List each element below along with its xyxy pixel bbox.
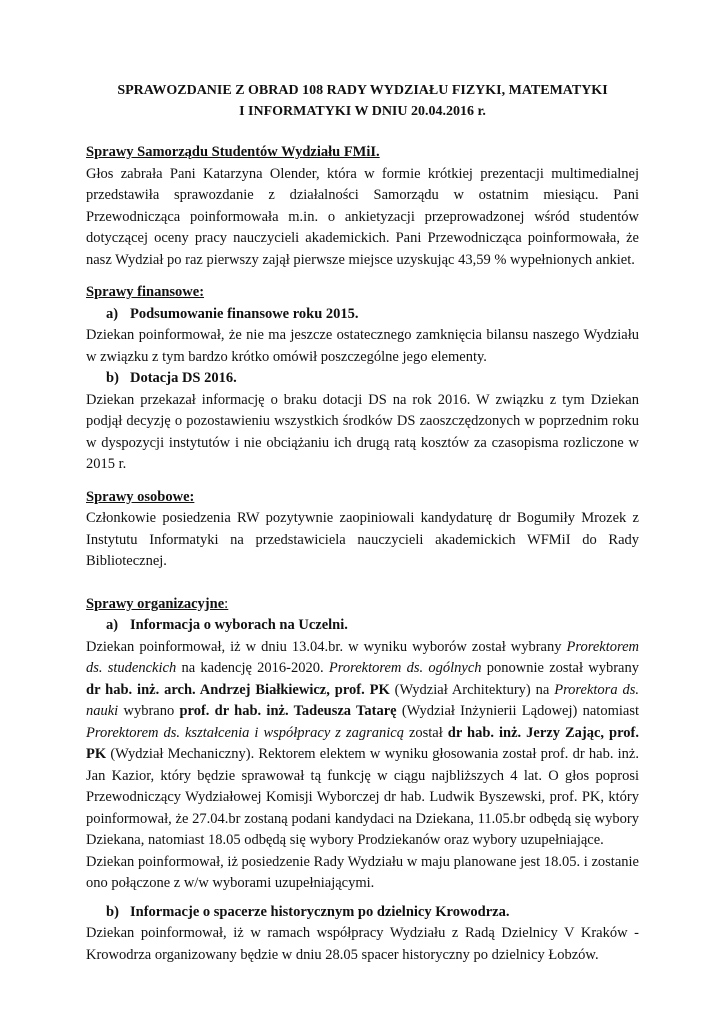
- italic-run: Prorektorem ds. kształcenia i współpracy z zagranicą: [86, 724, 404, 741]
- italic-run: Prorektora ds. nauki: [86, 681, 639, 719]
- text-run: (Wydział Architektury) na: [389, 681, 555, 698]
- subheading-text: Podsumowanie finansowe roku 2015.: [130, 305, 359, 322]
- section-heading-organizational: [86, 594, 639, 616]
- text-run: Dziekan poinformował, iż w dniu 13.04.br. w wyniku wyborów został wybrany: [86, 638, 567, 655]
- section-heading-colon: :: [224, 595, 229, 612]
- paragraph-ds-grant: Dziekan przekazał informację o braku dotacji DS na rok 2016. W związku z tym Dziekan podjął decyzję o pozostawieniu wszystkich środków DS zaoszczędzonych w poprzednim roku w dyspozycji instytutów i nie obciążaniu ich drugą ratą kosztów za czasopisma rozliczone w 2015 r.: [86, 391, 639, 472]
- section-heading-text: Sprawy organizacyjne: [86, 595, 225, 612]
- bold-run: dr hab. inż. arch. Andrzej Białkiewicz, prof. PK: [86, 681, 390, 698]
- text-run: na kadencję 2016-2020.: [176, 660, 329, 676]
- subheading-historical-walk: [86, 902, 639, 924]
- list-marker: a): [106, 617, 119, 633]
- text-run: wybrano: [118, 703, 180, 719]
- italic-run: Prorektorem ds. studenckich: [86, 638, 639, 676]
- section-heading-student-council: Sprawy Samorządu Studentów Wydziału FMiI.: [86, 144, 380, 160]
- text-run: został: [403, 724, 448, 741]
- subheading-finance-summary: [86, 304, 639, 326]
- subheading-text: Informacje o spacerze historycznym po dzielnicy Krowodrza.: [130, 903, 510, 920]
- list-marker: a): [106, 305, 119, 322]
- bold-run: dr hab. inż. Jerzy Zając, prof. PK: [86, 724, 639, 762]
- bold-run: prof. dr hab. inż. Tadeusza Tatarę: [179, 703, 397, 719]
- title-line-2: I INFORMATYKI W DNIU 20.04.2016 r.: [239, 104, 486, 119]
- subheading-elections: [86, 615, 639, 637]
- paragraph-elections: [86, 637, 639, 852]
- section-heading-finance: Sprawy finansowe:: [86, 284, 205, 300]
- paragraph-council-meeting: Dziekan poinformował, iż posiedzenie Rady Wydziału w maju planowane jest 18.05. i zostanie ono połączone z w/w wyborami uzupełniającymi.: [86, 853, 639, 891]
- text-run: (Wydział Inżynierii Lądowej) natomiast: [396, 703, 639, 719]
- title-line-1: SPRAWOZDANIE Z OBRAD 108 RADY WYDZIAŁU FIZYKI, MATEMATYKI: [117, 83, 608, 98]
- list-marker: b): [106, 370, 119, 386]
- document-page: [86, 80, 639, 966]
- subheading-text: Dotacja DS 2016.: [130, 370, 237, 386]
- subheading-ds-grant: [86, 368, 639, 390]
- section-heading-personnel: Sprawy osobowe:: [86, 488, 195, 505]
- text-run: (Wydział Mechaniczny). Rektorem elektem w wyniku głosowania został prof. dr hab. inż. Jan Kazior, który będzie sprawował tą funkcję w ciągu najbliższych 4 lat. O głos poprosi Przewodniczący Wydziałowej Komisji Wyborczej dr hab. Ludwik Byszewski, prof. PK, który poinformował, że 27.04.br zostaną podani kandydaci na Dziekana, 11.05.br odbędą się wybory Dziekana, natomiast 18.05 odbędą się wybory Prodziekanów oraz wybory uzupełniające.: [86, 746, 639, 848]
- paragraph-historical-walk: Dziekan poinformował, iż w ramach współpracy Wydziału z Radą Dzielnicy V Kraków - Krowodrza organizowany będzie w dniu 28.05 spacer historyczny po dzielnicy Łobzów.: [86, 925, 639, 963]
- paragraph-student-council: Głos zabrała Pani Katarzyna Olender, która w formie krótkiej prezentacji multimedialnej przedstawiła sprawozdanie z działalności Samorządu w ostatnim miesiącu. Pani Przewodnicząca poinformowała m.in. o ankietyzacji przeprowadzonej wśród studentów dotyczącej oceny pracy nauczycieli akademickich. Pani Przewodnicząca poinformowała, że nasz Wydział po raz pierwszy zajął pierwsze miejsce uzyskując 43,59 % wypełnionych ankiet.: [86, 165, 639, 268]
- subheading-text: Informacja o wyborach na Uczelni.: [130, 617, 348, 633]
- document-title: [86, 80, 639, 122]
- italic-run: Prorektorem ds. ogólnych: [328, 660, 482, 676]
- paragraph-personnel: Członkowie posiedzenia RW pozytywnie zaopiniowali kandydaturę dr Bogumiły Mrozek z Instytutu Informatyki na przedstawiciela nauczycieli akademickich WFMiI do Rady Bibliotecznej.: [86, 510, 639, 569]
- text-run: ponownie został wybrany: [481, 660, 639, 676]
- list-marker: b): [106, 903, 119, 920]
- paragraph-finance-summary: Dziekan poinformował, że nie ma jeszcze ostatecznego zamknięcia bilansu naszego Wydziału w związku z tym bardzo krótko omówił poszczególne jego elementy.: [86, 327, 639, 365]
